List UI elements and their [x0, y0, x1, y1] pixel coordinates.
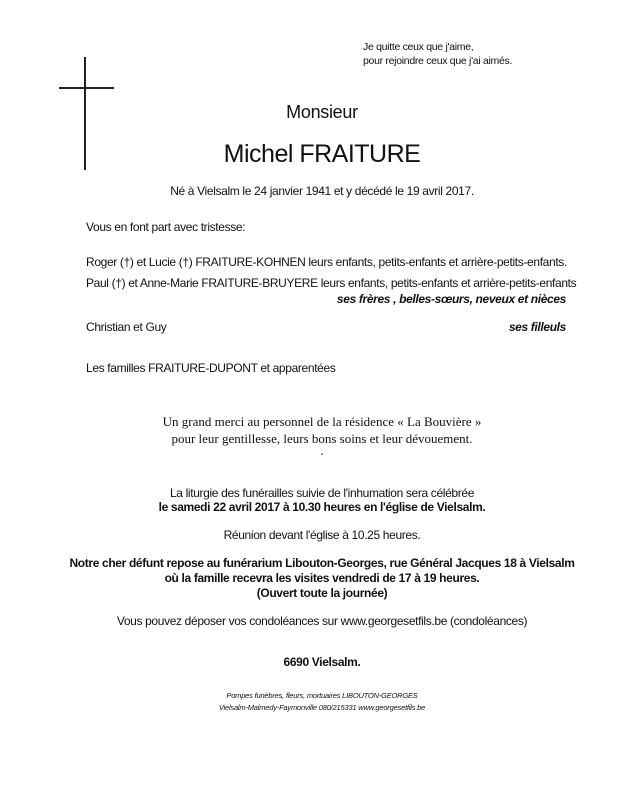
deceased-name: Michel FRAITURE — [223, 140, 421, 168]
condolences-line: Vous pouvez déposer vos condoléances sur www.georgesetfils.be (condoléances) — [116, 614, 528, 628]
epigraph-line-1: Je quitte ceux que j'aime, — [363, 41, 474, 53]
meeting-line: Réunion devant l'église à 10.25 heures. — [223, 528, 421, 542]
rest-line-2: où la famille recevra les visites vendredi de 17 à 19 heures. — [164, 571, 480, 585]
honorific: Monsieur — [286, 102, 358, 122]
rest-line-3: (Ouvert toute la journée) — [256, 586, 388, 600]
families-line: Les familles FRAITURE-DUPONT et apparentées — [86, 361, 336, 375]
relation-godchildren: ses filleuls — [508, 320, 566, 334]
ceremony-line-2: le samedi 22 avril 2017 à 10.30 heures en l'église de Vielsalm. — [158, 500, 486, 514]
epigraph — [363, 40, 512, 68]
town-line: 6690 Vielsalm. — [283, 655, 361, 669]
epigraph-line-2: pour rejoindre ceux que j'ai aimés. — [363, 55, 513, 67]
thanks-line-2: pour leur gentillesse, leurs bons soins et leur dévouement. — [171, 431, 473, 446]
thanks-line-1: Un grand merci au personnel de la résidence « La Bouvière » — [162, 414, 482, 429]
family-line-1: Roger (†) et Lucie (†) FRAITURE-KOHNEN leurs enfants, petits-enfants et arrière-petits-enfants. — [86, 255, 567, 269]
footer-line-2: Vielsalm-Malmedy-Faymonville 080/215331 www.georgesetfils.be — [218, 703, 426, 712]
announcement-intro: Vous en font part avec tristesse: — [86, 220, 246, 234]
footer-line-1: Pompes funèbres, fleurs, mortuaires LIBOUTON-GEORGES — [226, 691, 418, 700]
godchildren-names: Christian et Guy — [86, 320, 167, 334]
ceremony-line-1: La liturgie des funérailles suivie de l'inhumation sera célébrée — [169, 486, 475, 500]
separator-dot: . — [320, 443, 324, 458]
relation-siblings: ses frères , belles-sœurs, neveux et nièces — [336, 292, 566, 306]
birth-death-line: Né à Vielsalm le 24 janvier 1941 et y décédé le 19 avril 2017. — [170, 184, 474, 198]
rest-line-1: Notre cher défunt repose au funérarium Libouton-Georges, rue Général Jacques 18 à Vielsalm — [69, 556, 575, 570]
cross-horizontal-bar — [59, 87, 114, 89]
family-line-2: Paul (†) et Anne-Marie FRAITURE-BRUYERE leurs enfants, petits-enfants et arrière-petits-enfants — [86, 276, 577, 290]
